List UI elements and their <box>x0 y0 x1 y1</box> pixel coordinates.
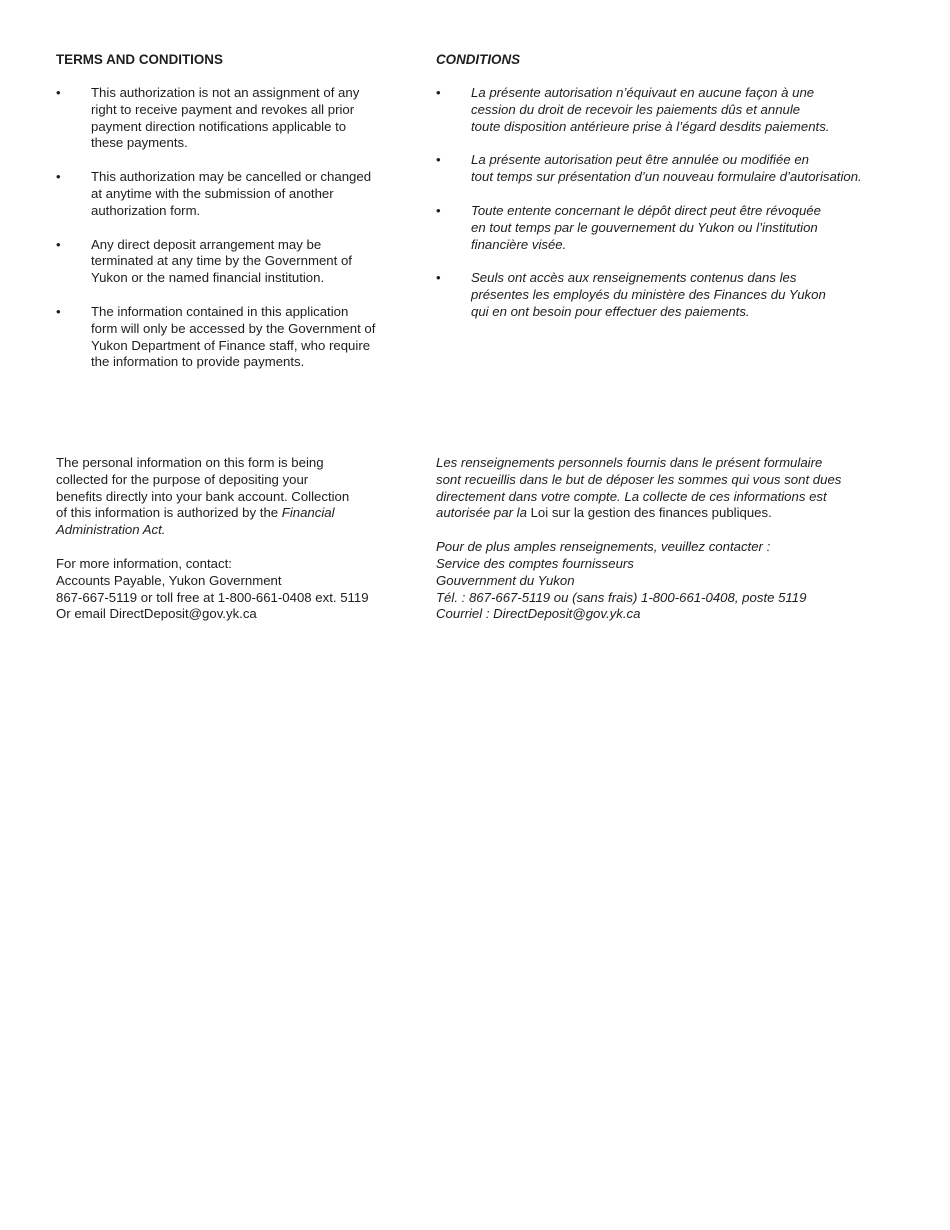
terms-list-french <box>436 85 906 321</box>
bullet-icon: • <box>56 236 61 252</box>
text-line: cession du droit de recevoir les paiements dûs et annule <box>471 101 801 117</box>
text-line: directement dans votre compte. La collecte de ces informations est <box>436 488 827 504</box>
text-line: The personal information on this form is being <box>56 455 324 470</box>
text-line: The information contained in this application <box>91 303 349 319</box>
text-line: the information to provide payments. <box>91 354 305 370</box>
contact-government: Gouvernment du Yukon <box>436 572 575 588</box>
list-item <box>56 304 406 371</box>
contact-french <box>436 539 906 623</box>
terms-french <box>436 51 906 338</box>
contact-intro: For more information, contact: <box>56 555 232 571</box>
text-line: form will only be accessed by the Government of <box>91 320 376 336</box>
text-line: La présente autorisation peut être annulée ou modifiée en <box>471 152 809 168</box>
act-name: Loi sur la gestion des finances publiques. <box>530 505 772 521</box>
bullet-icon: • <box>436 270 441 286</box>
list-item <box>56 85 406 152</box>
bullet-icon: • <box>56 303 61 319</box>
text-line: financière visée. <box>471 236 567 252</box>
text-line: présentes les employés du ministère des Finances du Yukon <box>471 287 826 303</box>
text-line: La présente autorisation n’équivaut en aucune façon à une <box>471 85 815 100</box>
text-line: qui en ont besoin pour effectuer des paiements. <box>471 303 750 319</box>
terms-english <box>56 51 406 388</box>
text-line: terminated at any time by the Government of <box>91 253 352 269</box>
privacy-notice-english <box>56 455 416 539</box>
bullet-icon: • <box>56 85 61 100</box>
bullet-icon: • <box>56 169 61 185</box>
terms-heading-french: CONDITIONS <box>436 52 521 67</box>
text-line: Les renseignements personnels fournis dans le présent formulaire <box>436 455 823 470</box>
terms-list-english <box>56 85 406 371</box>
text-line: payment direction notifications applicable to <box>91 118 347 134</box>
text-line: Toute entente concernant le dépôt direct peut être révoquée <box>471 202 821 218</box>
list-item <box>436 152 906 186</box>
text-line: these payments. <box>91 135 188 151</box>
list-item <box>436 203 906 253</box>
text-line: This authorization may be cancelled or changed <box>91 169 372 185</box>
list-item <box>436 270 906 320</box>
text-line <box>436 505 906 522</box>
contact-email: Or email DirectDeposit@gov.yk.ca <box>56 606 257 622</box>
text-line: This authorization is not an assignment of any <box>91 85 360 100</box>
contact-phone: 867-667-5119 or toll free at 1-800-661-0408 ext. 5119 <box>56 589 369 605</box>
text-line: at anytime with the submission of another <box>91 185 334 201</box>
bullet-icon: • <box>436 85 441 100</box>
contact-english <box>56 556 416 623</box>
text-line: tout temps sur présentation d’un nouveau formulaire d’autorisation. <box>471 169 862 185</box>
text-line: right to receive payment and revokes all prior <box>91 101 355 117</box>
text-line: en tout temps par le gouvernement du Yukon ou l’institution <box>471 219 818 235</box>
text-line <box>56 505 416 522</box>
text-line: Seuls ont accès aux renseignements contenus dans les <box>471 270 797 286</box>
list-item <box>436 85 906 135</box>
act-name: Financial <box>281 505 335 521</box>
privacy-french <box>436 455 906 640</box>
text-line: sont recueillis dans le but de déposer les sommes qui vous sont dues <box>436 471 842 487</box>
contact-phone: Tél. : 867-667-5119 ou (sans frais) 1-800-661-0408, poste 5119 <box>436 589 807 605</box>
text-line: benefits directly into your bank account. Collection <box>56 488 350 504</box>
list-item <box>56 237 406 287</box>
bullet-icon: • <box>436 202 441 218</box>
text-line: collected for the purpose of depositing your <box>56 471 309 487</box>
list-item <box>56 169 406 219</box>
contact-email: Courriel : DirectDeposit@gov.yk.ca <box>436 606 641 622</box>
text-line: Any direct deposit arrangement may be <box>91 236 322 252</box>
text-line: toute disposition antérieure prise à l’égard desdits paiements. <box>471 118 830 134</box>
text-line: Yukon or the named financial institution. <box>91 270 325 286</box>
text-line: authorization form. <box>91 202 201 218</box>
contact-office: Service des comptes fournisseurs <box>436 555 634 571</box>
bullet-icon: • <box>436 152 441 168</box>
contact-office: Accounts Payable, Yukon Government <box>56 572 282 588</box>
text-fragment: autorisée par la <box>436 505 531 521</box>
privacy-english <box>56 455 416 640</box>
text-line: Yukon Department of Finance staff, who require <box>91 337 371 353</box>
text-fragment: of this information is authorized by the <box>56 505 282 521</box>
act-name: Administration Act. <box>56 522 166 538</box>
privacy-notice-french <box>436 455 906 522</box>
contact-intro: Pour de plus amples renseignements, veuillez contacter : <box>436 539 771 555</box>
terms-heading-english: TERMS AND CONDITIONS <box>56 52 223 67</box>
